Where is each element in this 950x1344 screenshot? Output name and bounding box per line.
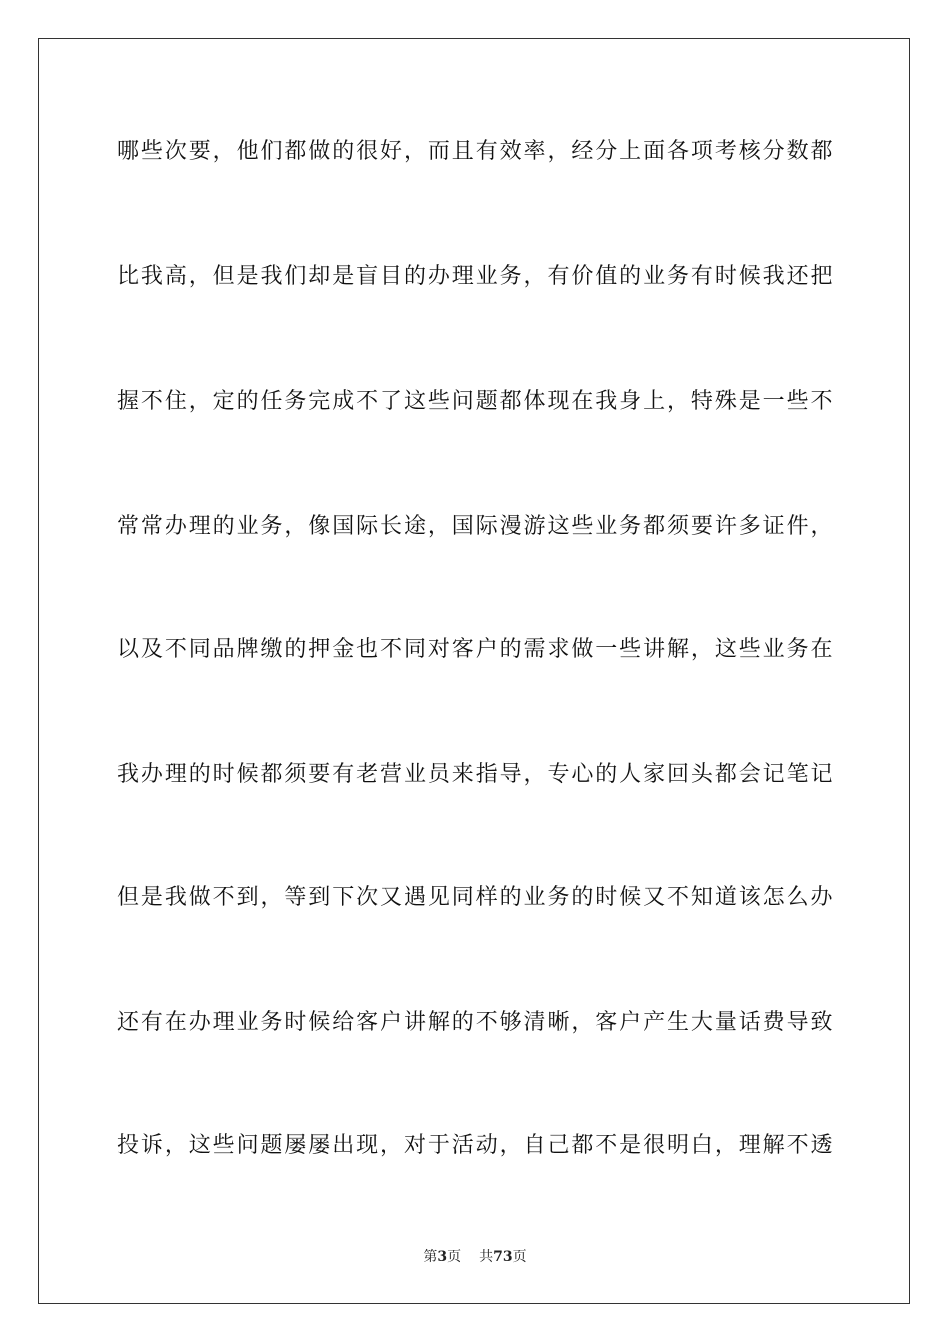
text-line: 比我高，但是我们却是盲目的办理业务，有价值的业务有时候我还把	[117, 264, 833, 289]
text-line: 哪些次要，他们都做的很好，而且有效率，经分上面各项考核分数都	[117, 139, 833, 164]
page-number: 3	[437, 1249, 448, 1265]
text-line: 但是我做不到，等到下次又遇见同样的业务的时候又不知道该怎么办	[117, 885, 833, 910]
page-suffix: 页	[447, 1249, 462, 1265]
total-pages: 73	[493, 1249, 513, 1265]
text-line: 投诉，这些问题屡屡出现，对于活动，自己都不是很明白，理解不透	[117, 1133, 833, 1158]
total-prefix: 共	[479, 1249, 494, 1265]
text-line: 还有在办理业务时候给客户讲解的不够清晰，客户产生大量话费导致	[117, 1010, 833, 1035]
text-line: 常常办理的业务，像国际长途，国际漫游这些业务都须要许多证件，	[117, 514, 833, 539]
page-border	[38, 38, 910, 1304]
text-line: 以及不同品牌缴的押金也不同对客户的需求做一些讲解，这些业务在	[117, 637, 833, 662]
page-prefix: 第	[423, 1249, 438, 1265]
total-suffix: 页	[512, 1249, 527, 1265]
text-line: 握不住，定的任务完成不了这些问题都体现在我身上，特殊是一些不	[117, 389, 833, 414]
text-line: 我办理的时候都须要有老营业员来指导，专心的人家回头都会记笔记	[117, 762, 833, 787]
page-footer	[0, 1248, 950, 1266]
